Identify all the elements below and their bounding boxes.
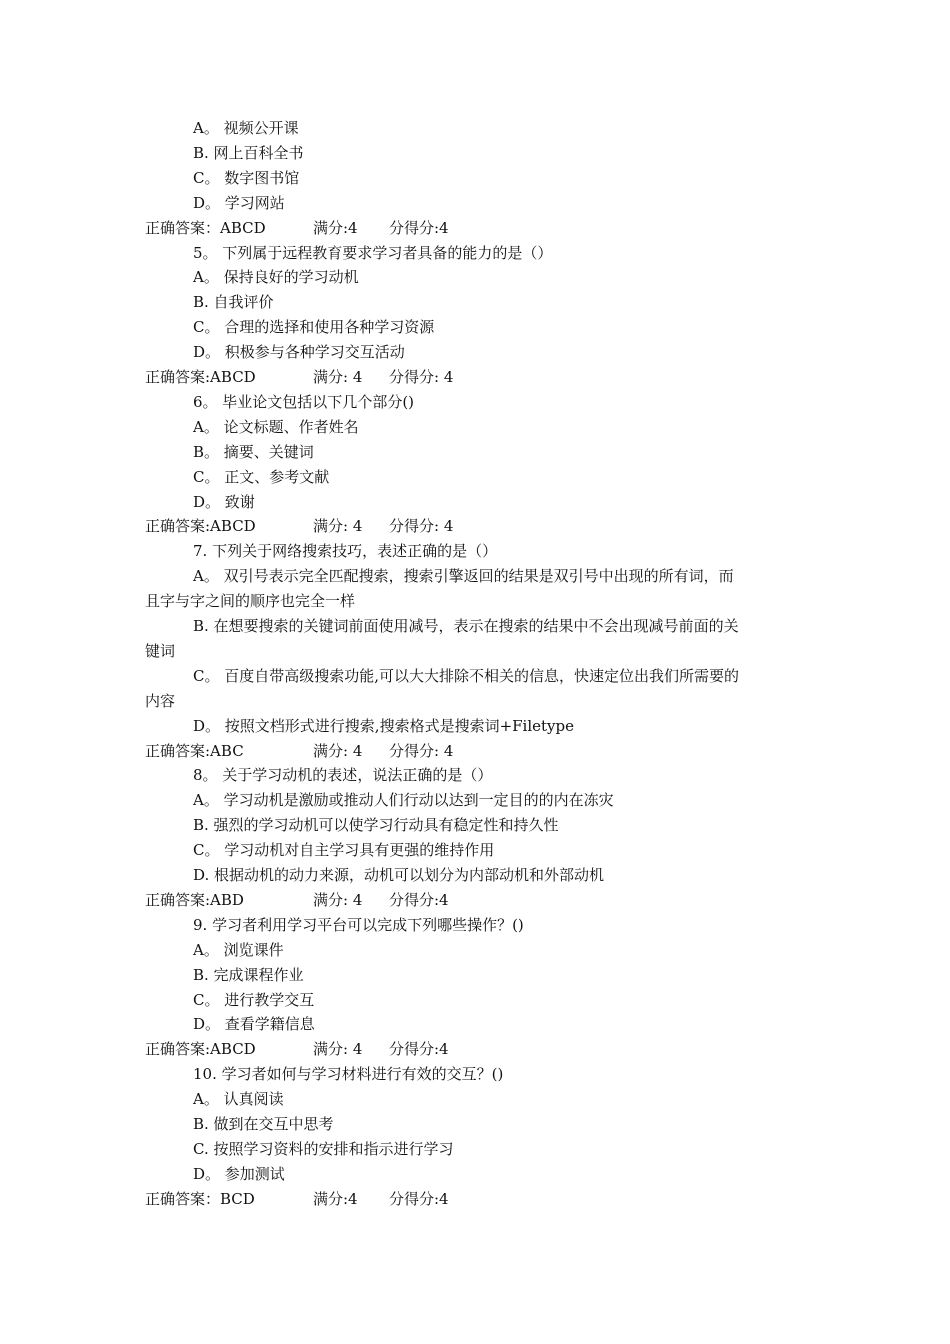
option-line: D。 积极参与各种学习交互活动 (193, 343, 405, 362)
option-line: C。 正文、参考文献 (193, 467, 330, 486)
option-line: A。 认真阅读 (193, 1090, 284, 1109)
full-score: 满分: 4 (313, 890, 363, 909)
correct-answer: 正确答案：ABCD (145, 218, 266, 237)
option-continuation: 内容 (145, 691, 176, 710)
answer-line (145, 218, 449, 238)
option-line: B. 网上百科全书 (193, 143, 304, 162)
answer-line (145, 367, 453, 387)
answer-line (145, 1189, 449, 1209)
answer-line (145, 516, 453, 536)
obtained-score: 分得分:4 (389, 218, 449, 237)
correct-answer: 正确答案:ABCD (145, 1040, 256, 1059)
option-line: A。 双引号表示完全匹配搜索，搜索引擎返回的结果是双引号中出现的所有词，而 (193, 567, 734, 586)
option-continuation: 且字与字之间的顺序也完全一样 (145, 592, 356, 611)
full-score: 满分: 4 (313, 1040, 363, 1059)
correct-answer: 正确答案:ABCD (145, 517, 256, 536)
obtained-score: 分得分: 4 (389, 517, 454, 536)
obtained-score: 分得分:4 (389, 1040, 449, 1059)
correct-answer: 正确答案:ABC (145, 741, 244, 760)
option-line: D。 学习网站 (193, 193, 285, 212)
full-score: 满分:4 (313, 218, 358, 237)
option-line: A。 论文标题、作者姓名 (193, 417, 359, 436)
full-score: 满分: 4 (313, 517, 363, 536)
full-score: 满分: 4 (313, 368, 363, 386)
correct-answer: 正确答案:ABD (145, 890, 244, 909)
option-line: B. 在想要搜索的关键词前面使用减号，表示在搜索的结果中不会出现减号前面的关 (193, 617, 739, 635)
option-line: C。 合理的选择和使用各种学习资源 (193, 318, 435, 337)
obtained-score: 分得分:4 (389, 890, 449, 909)
option-line: D。 参加测试 (193, 1164, 285, 1183)
answer-line (145, 741, 453, 761)
option-line: B. 强烈的学习动机可以使学习行动具有稳定性和持久性 (193, 816, 559, 835)
question-line: 9. 学习者利用学习平台可以完成下列哪些操作？() (193, 915, 524, 934)
obtained-score: 分得分: 4 (389, 741, 454, 760)
option-line: A。 保持良好的学习动机 (193, 268, 359, 287)
option-line: C。 学习动机对自主学习具有更强的维持作用 (193, 841, 495, 860)
option-line: A。 浏览课件 (193, 940, 284, 959)
answer-line (145, 1039, 449, 1059)
option-line: D。 查看学籍信息 (193, 1015, 315, 1034)
question-line: 8。 关于学习动机的表述，说法正确的是（） (193, 766, 493, 785)
option-continuation: 键词 (145, 641, 176, 660)
correct-answer: 正确答案：BCD (145, 1189, 255, 1208)
option-line: C。 进行教学交互 (193, 990, 315, 1009)
question-line: 5。 下列属于远程教育要求学习者具备的能力的是（） (193, 243, 553, 262)
option-line: A。 学习动机是激励或推动人们行动以达到一定目的的内在冻灾 (193, 791, 614, 810)
option-line: D。 按照文档形式进行搜索,搜索格式是搜索词+Filetype (193, 716, 574, 735)
answer-line (145, 890, 449, 910)
option-line: D。 致谢 (193, 492, 255, 511)
full-score: 满分:4 (313, 1189, 358, 1208)
option-line: C。 百度自带高级搜索功能,可以大大排除不相关的信息，快速定位出我们所需要的 (193, 666, 740, 685)
option-line: B. 做到在交互中思考 (193, 1115, 334, 1133)
option-line: C。 数字图书馆 (193, 168, 300, 187)
question-line: 10. 学习者如何与学习材料进行有效的交互？() (193, 1065, 504, 1084)
obtained-score: 分得分: 4 (389, 368, 454, 386)
question-line: 7. 下列关于网络搜索技巧，表述正确的是（） (193, 542, 498, 561)
option-line: C. 按照学习资料的安排和指示进行学习 (193, 1139, 454, 1158)
question-line: 6。 毕业论文包括以下几个部分() (193, 392, 415, 411)
option-line: B. 自我评价 (193, 293, 274, 312)
option-line: B. 完成课程作业 (193, 965, 304, 984)
correct-answer: 正确答案:ABCD (145, 368, 256, 386)
obtained-score: 分得分:4 (389, 1189, 449, 1208)
full-score: 满分: 4 (313, 741, 363, 760)
option-line: A。 视频公开课 (193, 119, 299, 137)
option-line: D. 根据动机的动力来源，动机可以划分为内部动机和外部动机 (193, 866, 605, 884)
option-line: B。 摘要、关键词 (193, 442, 314, 461)
